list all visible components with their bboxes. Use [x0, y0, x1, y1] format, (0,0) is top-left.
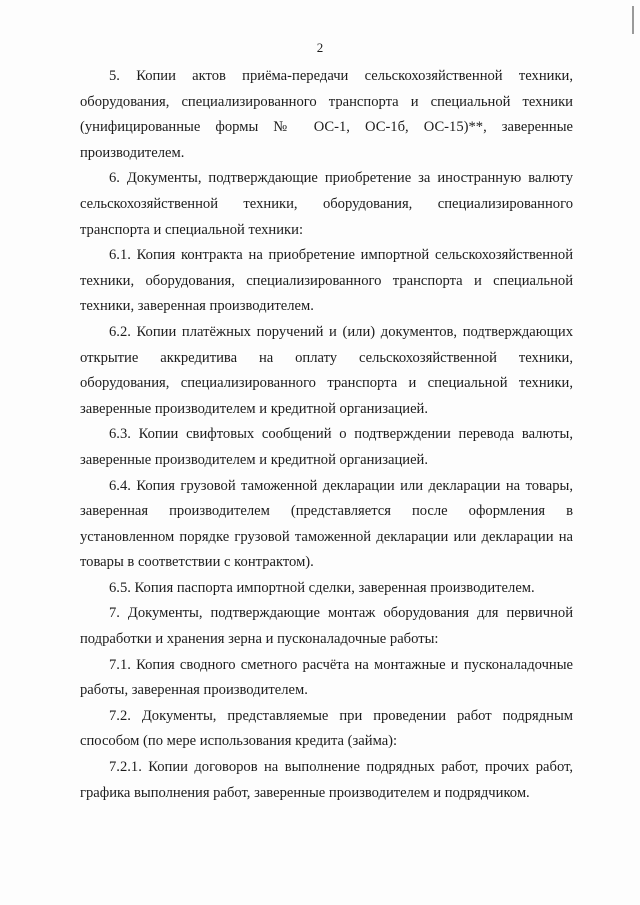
paragraph-item-7-2-1: 7.2.1. Копии договоров на выполнение подрядных работ, прочих работ, графика выполнения работ, заверенные производителем и подрядчиком. — [80, 759, 573, 801]
paragraph-item-6-3: 6.3. Копии свифтовых сообщений о подтверждении перевода валюты, заверенные производителем и кредитной организацией. — [80, 426, 573, 468]
paragraph-item-6-2: 6.2. Копии платёжных поручений и (или) документов, подтверждающих открытие аккредитива на оплату сельскохозяйственной техники, оборудования, специализированного транспорта и специальной техники, заверенные производителем и кредитной организацией. — [80, 323, 573, 417]
paragraph-item-7-2: 7.2. Документы, представляемые при проведении работ подрядным способом (по мере использования кредита (займа): — [80, 707, 573, 750]
paragraph-item-6-4: 6.4. Копия грузовой таможенной декларации или декларации на товары, заверенная производителем (представляется после оформления в установленном порядке грузовой таможенной декларации или декларации на товары в соответствии с контрактом). — [80, 477, 573, 571]
scan-edge-mark — [632, 6, 634, 34]
paragraph-item-7-1: 7.1. Копия сводного сметного расчёта на монтажные и пусконаладочные работы, заверенная производителем. — [80, 656, 573, 699]
paragraph-item-6-5: 6.5. Копия паспорта импортной сделки, заверенная производителем. — [109, 579, 535, 596]
page-number: 2 — [316, 40, 324, 55]
document-body — [80, 64, 573, 806]
paragraph-item-6: 6. Документы, подтверждающие приобретение за иностранную валюту сельскохозяйственной техники, оборудования, специализированного транспорта и специальной техники: — [80, 170, 573, 238]
paragraph-item-5: 5. Копии актов приёма-передачи сельскохозяйственной техники, оборудования, специализированного транспорта и специальной техники (унифицированные формы № ОС-1, ОС-1б, ОС-15)**, заверенные производителем. — [80, 68, 573, 161]
paragraph-item-7: 7. Документы, подтверждающие монтаж оборудования для первичной подработки и хранения зерна и пусконаладочные работы: — [80, 605, 573, 648]
paragraph-item-6-1: 6.1. Копия контракта на приобретение импортной сельскохозяйственной техники, оборудования, специализированного транспорта и специальной техники, заверенная производителем. — [80, 247, 573, 315]
